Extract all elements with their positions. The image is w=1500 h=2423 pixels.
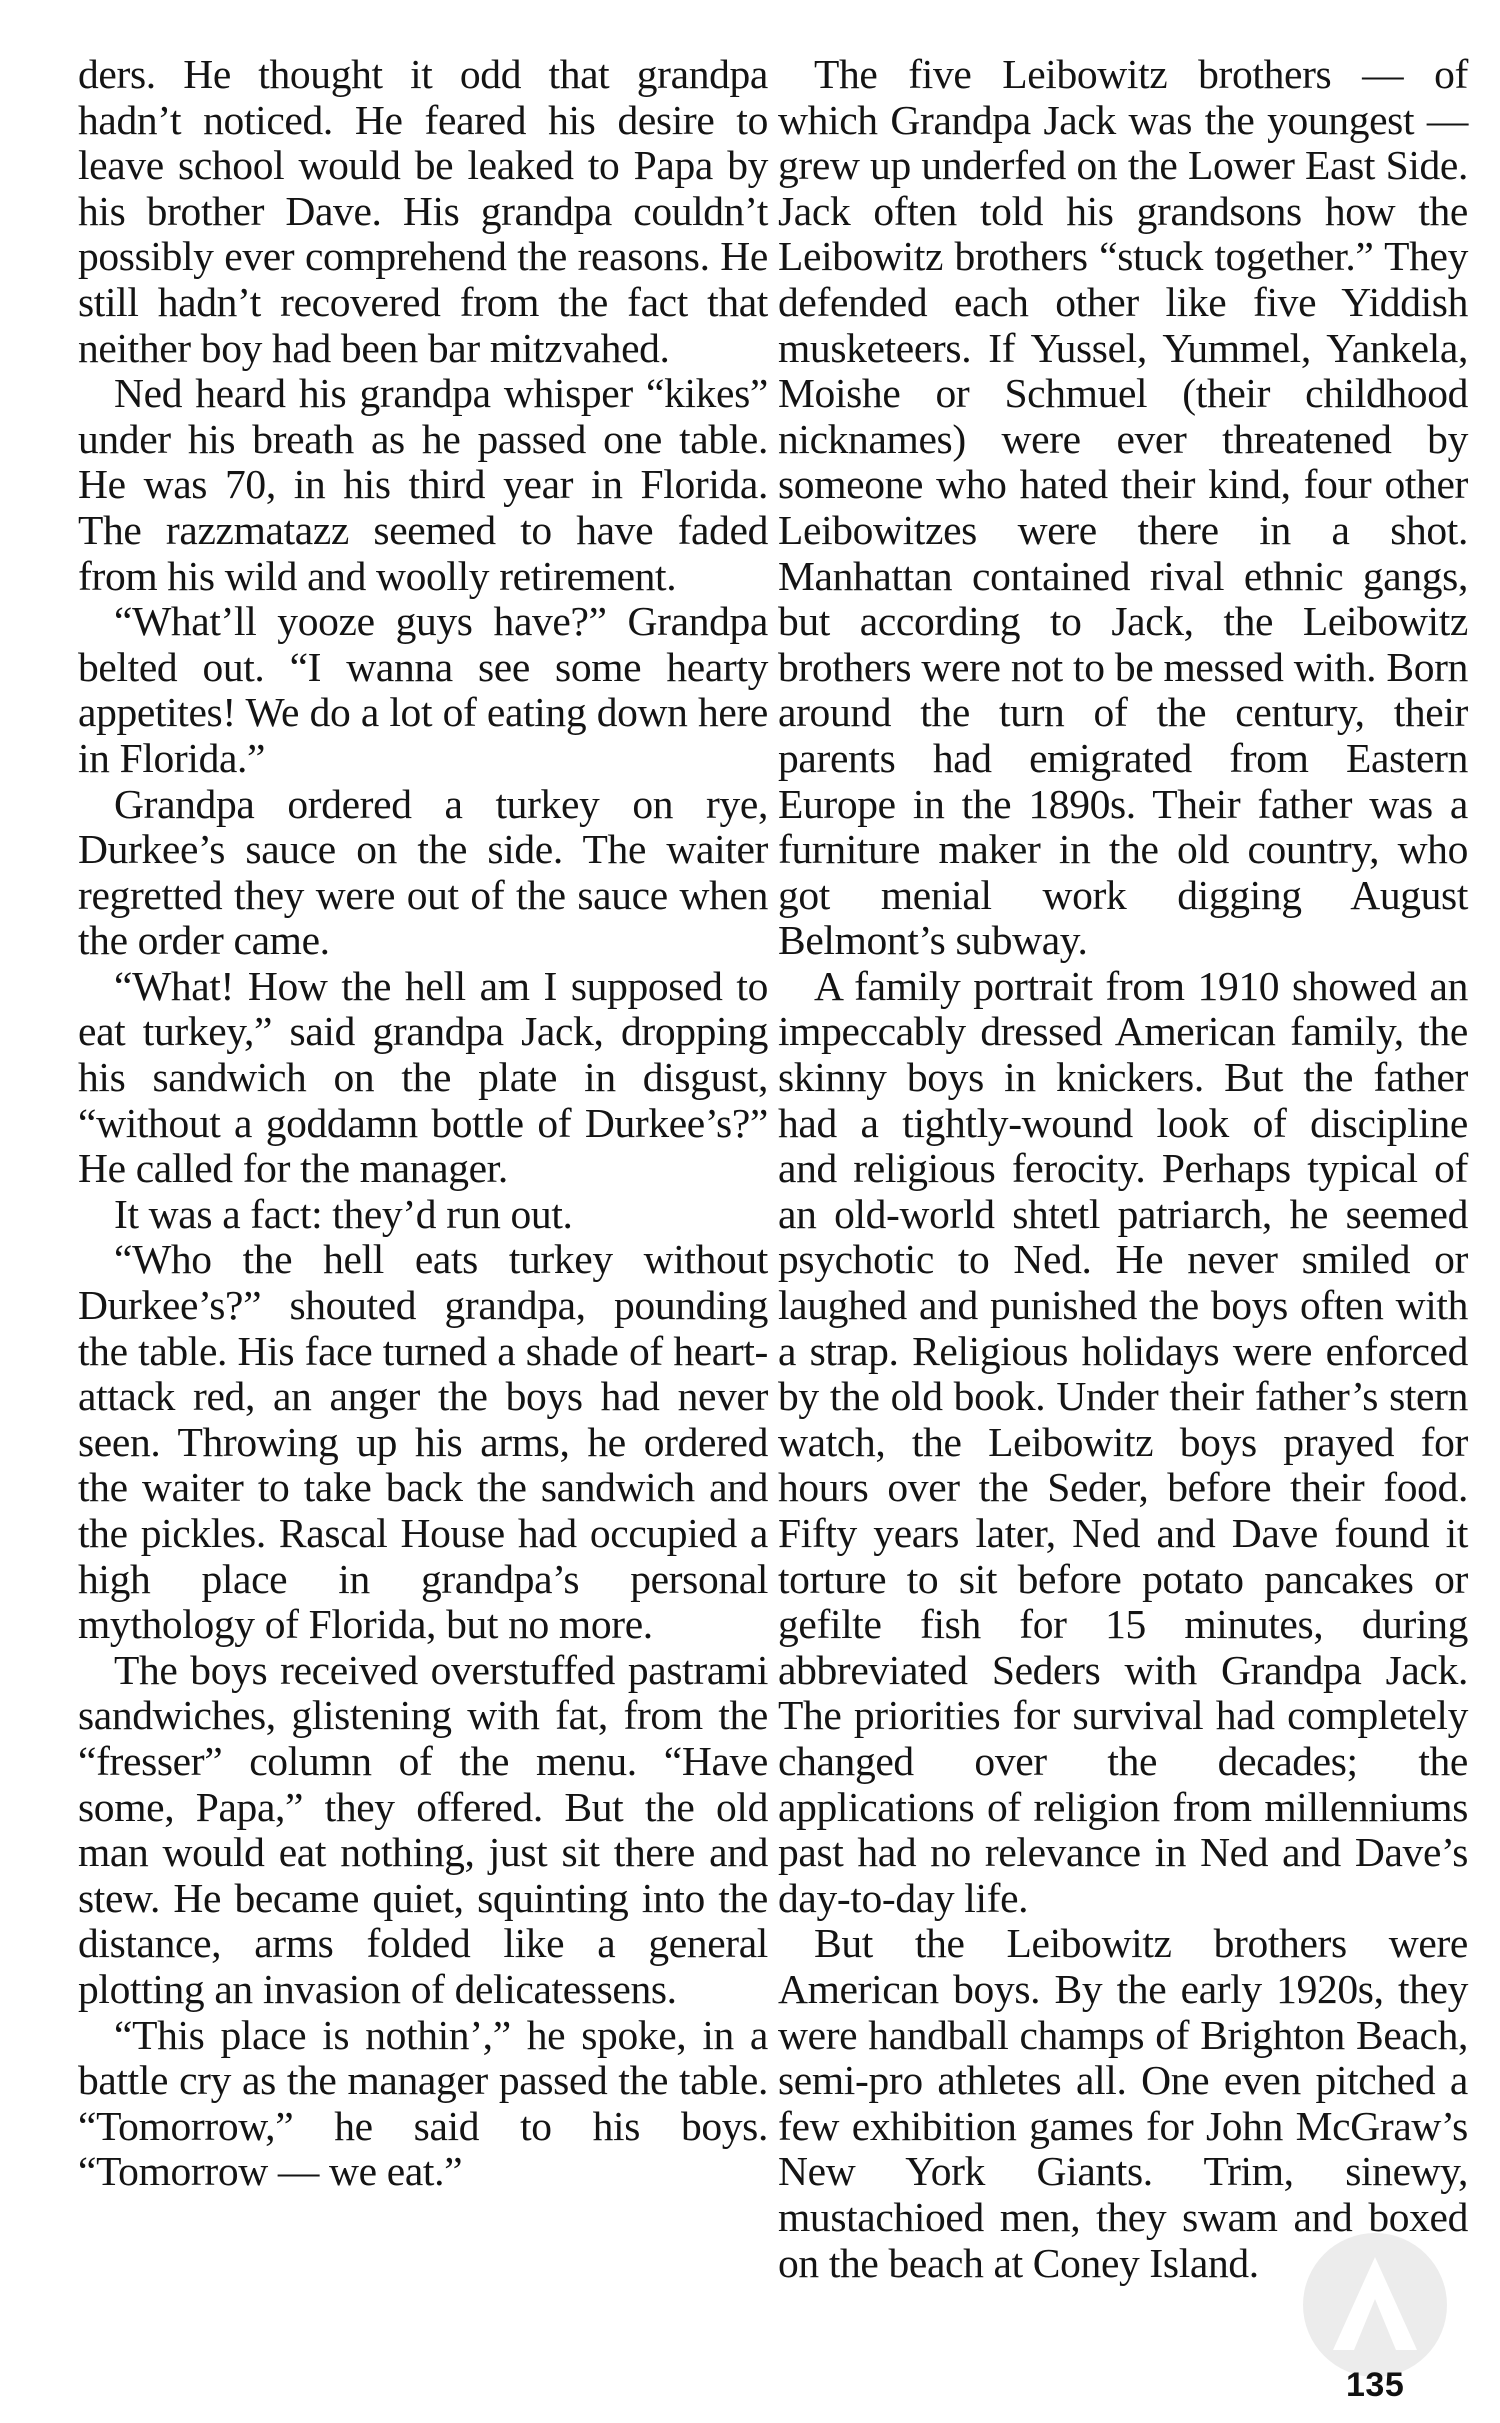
paragraph: Grandpa ordered a turkey on rye, Durkee’s sauce on the side. The waiter regretted they were out of the sauce when the order came. xyxy=(78,780,768,964)
paragraph: “Who the hell eats turkey without Durkee’s?” shouted grandpa, pounding the table. His face turned a shade of heart-attack red, an anger the boys had never seen. Throwing up his arms, he ordered the waiter to take back the sandwich and the pickles. Rascal House had occupied a high place in grandpa’s personal mythology of Florida, but no more. xyxy=(78,1236,768,1648)
right-column xyxy=(778,52,1468,2286)
paragraph: ders. He thought it odd that grandpa hadn’t noticed. He feared his desire to leave school would be leaked to Papa by his brother Dave. His grandpa couldn’t possibly ever comprehend the reasons. He still hadn’t recovered from the fact that neither boy had been bar mitzvahed. xyxy=(78,51,768,371)
paragraph: The boys received overstuffed pastrami sandwiches, glistening with fat, from the “fresser” column of the menu. “Have some, Papa,” they offered. But the old man would eat nothing, just sit there and stew. He became quiet, squinting into the distance, arms folded like a general plotting an invasion of delicatessens. xyxy=(78,1646,768,2012)
watermark-logo-icon xyxy=(1300,2230,1450,2380)
paragraph: A family portrait from 1910 showed an impeccably dressed American family, the skinny boys in knickers. But the father had a tightly-wound look of discipline and religious ferocity. Perhaps typical of an old-world shtetl patriarch, he seemed psychotic to Ned. He never smiled or laughed and punished the boys often with a strap. Religious holidays were enforced by the old book. Under their father’s stern watch, the Leibowitz boys prayed for hours over the Seder, before their food. Fifty years later, Ned and Dave found it torture to sit before potato pancakes or gefilte fish for 15 minutes, during abbreviated Seders with Grandpa Jack. The priorities for survival had completely changed over the decades; the applications of religion from millenniums past had no relevance in Ned and Dave’s day-to-day life. xyxy=(778,962,1468,1921)
paragraph: “What! How the hell am I supposed to eat turkey,” said grandpa Jack, dropping his sandwich on the plate in disgust, “without a goddamn bottle of Durkee’s?” He called for the manager. xyxy=(78,962,768,1192)
page-number: 135 xyxy=(1346,2366,1405,2404)
paragraph: The five Leibowitz brothers — of which Grandpa Jack was the youngest — grew up underfed on the Lower East Side. Jack often told his grandsons how the Leibowitz brothers “stuck together.” They defended each other like five Yiddish musketeers. If Yussel, Yummel, Yankela, Moishe or Schmuel (their childhood nicknames) were ever threatened by someone who hated their kind, four other Leibowitzes were there in a shot. Manhattan contained rival ethnic gangs, but according to Jack, the Leibowitz brothers were not to be messed with. Born around the turn of the century, their parents had emigrated from Eastern Europe in the 1890s. Their father was a furniture maker in the old country, who got menial work digging August Belmont’s subway. xyxy=(778,51,1468,964)
paragraph: It was a fact: they’d run out. xyxy=(114,1190,573,1237)
paragraph: “This place is nothin’,” he spoke, in a battle cry as the manager passed the table. “Tomorrow,” he said to his boys. “Tomorrow — we eat.” xyxy=(78,2011,768,2195)
left-column xyxy=(78,52,768,2195)
paragraph: “What’ll yooze guys have?” Grandpa belted out. “I wanna see some hearty appetites! We do a lot of eating down here in Florida.” xyxy=(78,598,768,781)
paragraph: Ned heard his grandpa whisper “kikes” under his breath as he passed one table. He was 70, in his third year in Florida. The razzmatazz seemed to have faded from his wild and woolly retirement. xyxy=(78,370,768,599)
paragraph: But the Leibowitz brothers were American boys. By the early 1920s, they were handball champs of Brighton Beach, semi-pro athletes all. One even pitched a few exhibition games for John McGraw’s New York Giants. Trim, sinewy, mustachioed men, they swam and boxed on the beach at Coney Island. xyxy=(778,1920,1468,2286)
